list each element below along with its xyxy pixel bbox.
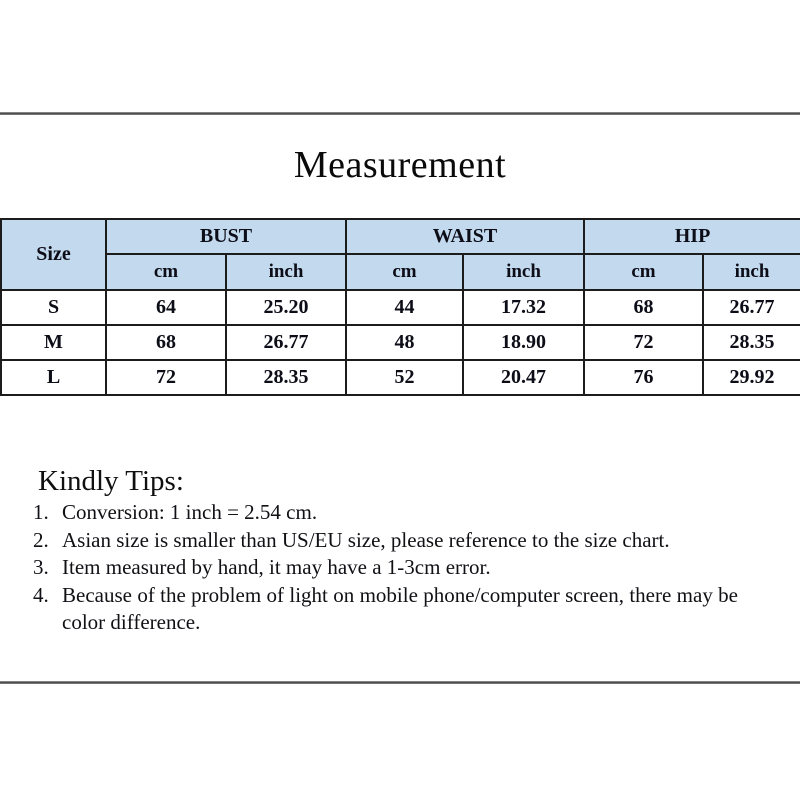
list-item bbox=[33, 582, 738, 637]
table-cell: 28.35 bbox=[703, 325, 800, 360]
hip-inch-header: inch bbox=[703, 254, 800, 290]
list-item-number: 1. bbox=[33, 500, 49, 524]
top-divider-rule bbox=[0, 112, 800, 115]
page-title: Measurement bbox=[293, 144, 507, 186]
bust-cm-header: cm bbox=[106, 254, 226, 290]
table-cell: 68 bbox=[106, 325, 226, 360]
list-item-number: 2. bbox=[33, 527, 49, 552]
table-cell: 76 bbox=[584, 360, 703, 395]
table-cell: 26.77 bbox=[703, 290, 800, 325]
list-item bbox=[33, 499, 738, 527]
size-measurement-table bbox=[0, 218, 800, 396]
bottom-divider-rule bbox=[0, 681, 800, 684]
table-cell: 28.35 bbox=[226, 360, 346, 395]
table-cell: 25.20 bbox=[226, 290, 346, 325]
table-cell: 48 bbox=[346, 325, 463, 360]
list-item bbox=[33, 527, 738, 555]
waist-cm-header: cm bbox=[346, 254, 463, 290]
table-cell: 44 bbox=[346, 290, 463, 325]
list-item-text: Item measured by hand, it may have a 1-3cm error. bbox=[62, 555, 491, 579]
table-group-header-row bbox=[1, 219, 800, 254]
size-label-cell: S bbox=[1, 290, 106, 325]
size-column-header: Size bbox=[1, 219, 106, 290]
hip-cm-header: cm bbox=[584, 254, 703, 290]
table-row-size-s bbox=[1, 290, 800, 325]
table-cell: 68 bbox=[584, 290, 703, 325]
table-cell: 72 bbox=[584, 325, 703, 360]
kindly-tips-list bbox=[33, 499, 738, 637]
bust-inch-header: inch bbox=[226, 254, 346, 290]
bust-group-header: BUST bbox=[106, 219, 346, 254]
table-cell: 29.92 bbox=[703, 360, 800, 395]
table-row-size-m bbox=[1, 325, 800, 360]
table-cell: 17.32 bbox=[463, 290, 584, 325]
table-cell: 64 bbox=[106, 290, 226, 325]
list-item-text: Because of the problem of light on mobile phone/computer screen, there may be color difference. bbox=[62, 582, 738, 634]
list-item-number: 3. bbox=[33, 555, 49, 579]
list-item-text: Conversion: 1 inch = 2.54 cm. bbox=[62, 500, 318, 524]
table-unit-header-row bbox=[1, 254, 800, 290]
table-cell: 26.77 bbox=[226, 325, 346, 360]
size-label-cell: L bbox=[1, 360, 106, 395]
table-cell: 72 bbox=[106, 360, 226, 395]
size-label-cell: M bbox=[1, 325, 106, 360]
waist-inch-header: inch bbox=[463, 254, 584, 290]
list-item-number: 4. bbox=[33, 582, 49, 607]
table-cell: 18.90 bbox=[463, 325, 584, 360]
table-row-size-l bbox=[1, 360, 800, 395]
list-item bbox=[33, 554, 738, 582]
table-cell: 52 bbox=[346, 360, 463, 395]
table-cell: 20.47 bbox=[463, 360, 584, 395]
kindly-tips-heading: Kindly Tips: bbox=[38, 465, 184, 497]
list-item-text: Asian size is smaller than US/EU size, please reference to the size chart. bbox=[62, 527, 670, 552]
hip-group-header: HIP bbox=[584, 219, 800, 254]
waist-group-header: WAIST bbox=[346, 219, 584, 254]
